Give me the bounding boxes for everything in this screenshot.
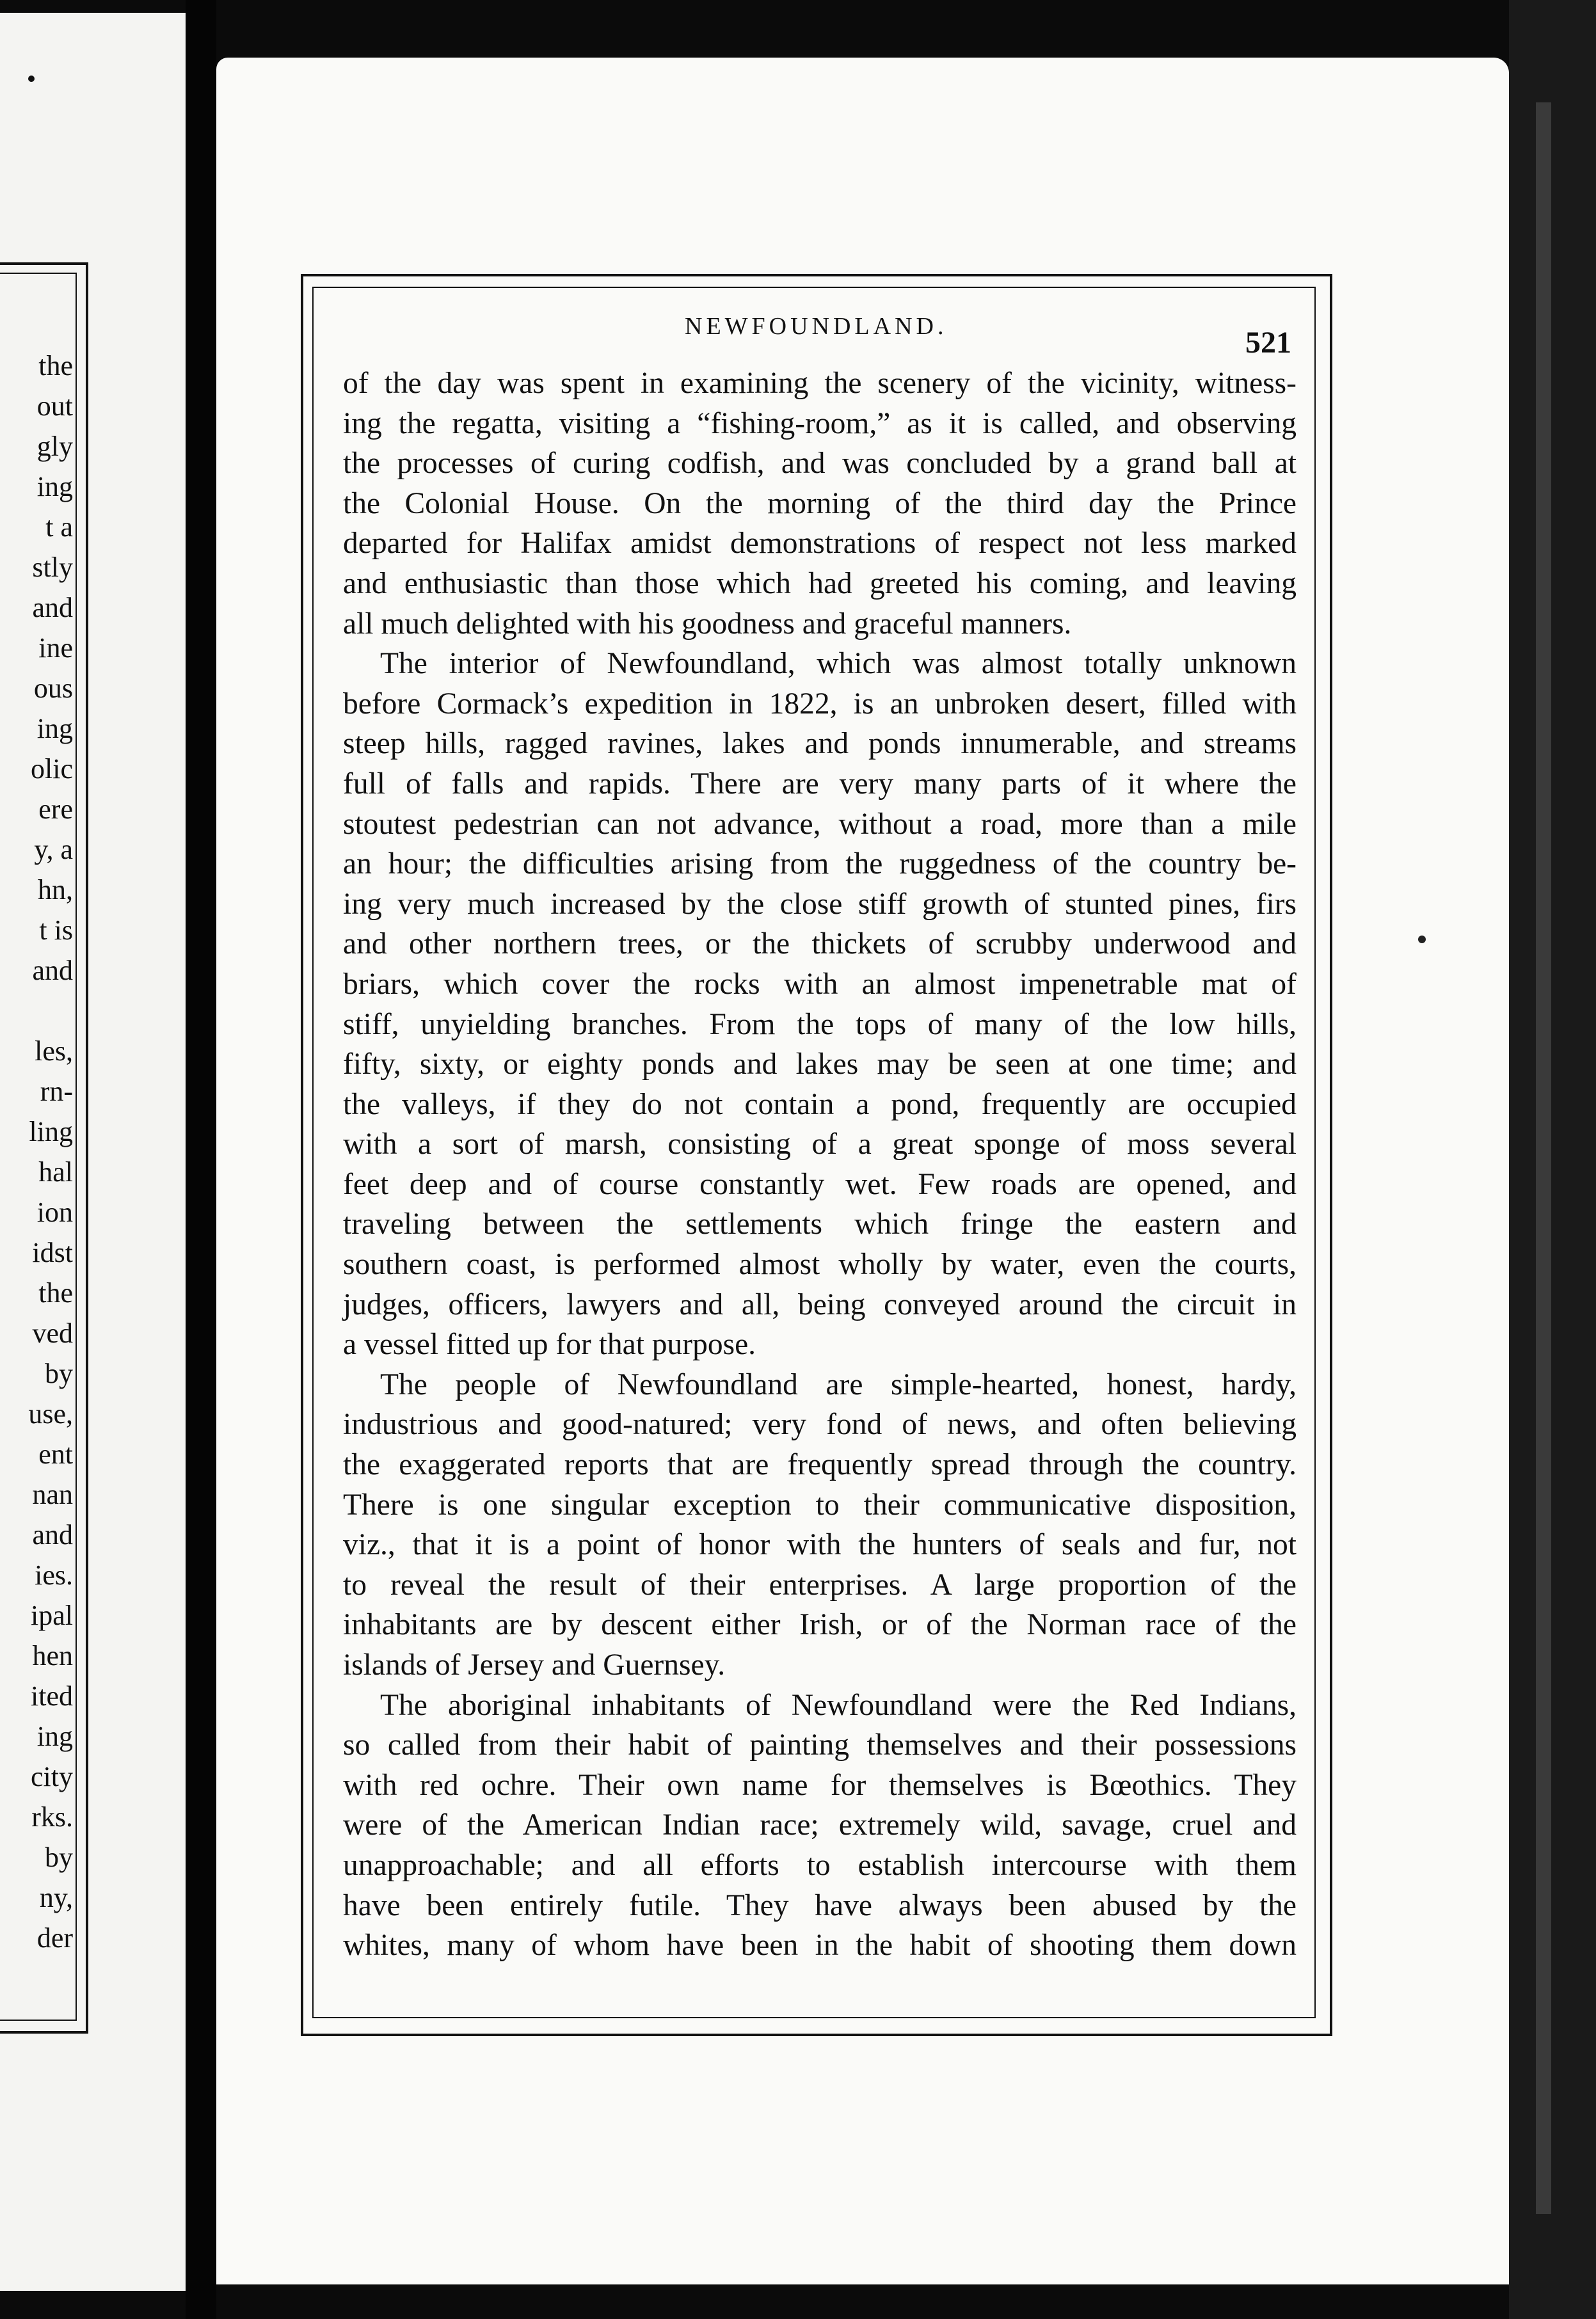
left-page-word: ved [32, 1318, 73, 1349]
left-page-word: ny, [39, 1882, 73, 1913]
text-line: The aboriginal inhabitants of Newfoundland were the Red Indians, [380, 1688, 1297, 1722]
left-page-word: rks. [31, 1801, 73, 1833]
left-page-word: ies. [35, 1559, 73, 1591]
left-page-word: t is [39, 914, 73, 946]
left-page-word: use, [28, 1398, 73, 1430]
left-page-word: nan [32, 1479, 73, 1510]
book-gutter [186, 0, 216, 2319]
text-line: unapproachable; and all efforts to establish intercourse with them [343, 1848, 1297, 1882]
text-line: whites, many of whom have been in the habit of shooting them down [343, 1929, 1297, 1963]
left-page-word: and [32, 955, 73, 986]
left-page-word: ous [33, 673, 73, 704]
book-edge [1509, 0, 1596, 2319]
text-line: ing very much increased by the close stiff growth of stunted pines, firs [343, 887, 1297, 921]
page-number: 521 [1245, 326, 1291, 360]
text-line: the exaggerated reports that are frequently spread through the country. [343, 1448, 1297, 1482]
text-line: The interior of Newfoundland, which was almost totally unknown [380, 647, 1297, 681]
text-line: fifty, sixty, or eighty ponds and lakes may be seen at one time; and [343, 1048, 1297, 1081]
left-page-word: t a [45, 511, 73, 543]
left-page-word: the [38, 1277, 73, 1309]
text-line: islands of Jersey and Guernsey. [343, 1648, 726, 1682]
left-page-word: by [45, 1358, 73, 1389]
page-edges [1536, 102, 1551, 2214]
text-line: the Colonial House. On the morning of the third day the Prince [343, 486, 1297, 520]
text-line: feet deep and of course constantly wet. Few roads are opened, and [343, 1167, 1297, 1201]
left-page-word: ipal [31, 1600, 73, 1631]
text-line: ing the regatta, visiting a “fishing-room,” as it is called, and observing [343, 406, 1297, 440]
text-line: There is one singular exception to their communicative disposition, [343, 1488, 1297, 1522]
text-line: the valleys, if they do not contain a pond, frequently are occupied [343, 1087, 1297, 1121]
text-line: The people of Newfoundland are simple-hearted, honest, hardy, [380, 1367, 1297, 1401]
left-page-text-column [0, 346, 73, 1958]
text-line: full of falls and rapids. There are very many parts of it where the [343, 767, 1297, 801]
left-page-word: ion [36, 1197, 73, 1228]
left-page-word: ine [38, 632, 73, 664]
ink-spot [1418, 936, 1426, 943]
text-line: judges, officers, lawyers and all, being conveyed around the circuit in [343, 1287, 1297, 1321]
left-page-word: stly [32, 552, 73, 583]
text-line: a vessel fitted up for that purpose. [343, 1328, 756, 1362]
text-line: stiff, unyielding branches. From the tops of many of the low hills, [343, 1007, 1297, 1041]
left-page-word: ling [29, 1116, 73, 1147]
text-line: traveling between the settlements which fringe the eastern and [343, 1207, 1297, 1241]
text-line: with a sort of marsh, consisting of a great sponge of moss several [343, 1128, 1297, 1161]
left-page-word: and [32, 1519, 73, 1550]
text-line: have been entirely futile. They have always been abused by the [343, 1888, 1297, 1922]
text-line: of the day was spent in examining the scenery of the vicinity, witness- [343, 367, 1297, 400]
text-line: departed for Halifax amidst demonstrations of respect not less marked [343, 527, 1297, 561]
left-page-word: ing [36, 471, 73, 502]
left-page-word: out [36, 390, 73, 422]
text-line: industrious and good-natured; very fond of news, and often believing [343, 1408, 1297, 1442]
left-page-word: city [31, 1761, 73, 1792]
left-page-word: les, [35, 1035, 73, 1067]
text-line: and enthusiastic than those which had greeted his coming, and leaving [343, 566, 1297, 600]
text-line: to reveal the result of their enterprises. A large proportion of the [343, 1568, 1297, 1602]
text-line: steep hills, ragged ravines, lakes and ponds innumerable, and streams [343, 727, 1297, 761]
left-page-word: idst [32, 1237, 73, 1268]
body-text [343, 363, 1297, 1966]
left-page-word: y, a [34, 834, 73, 865]
left-page-word: ited [31, 1680, 73, 1712]
text-line: all much delighted with his goodness and graceful manners. [343, 607, 1072, 641]
text-line: an hour; the difficulties arising from the ruggedness of the country be- [343, 847, 1297, 881]
left-page-word: ere [38, 793, 73, 825]
text-line: viz., that it is a point of honor with the hunters of seals and fur, not [343, 1528, 1297, 1562]
text-line: with red ochre. Their own name for themselves is Bœothics. They [343, 1768, 1297, 1802]
text-line: were of the American Indian race; extremely wild, savage, cruel and [343, 1808, 1297, 1842]
text-line: stoutest pedestrian can not advance, without a road, more than a mile [343, 807, 1297, 841]
running-head: NEWFOUNDLAND. [685, 313, 948, 340]
text-line: the processes of curing codfish, and was concluded by a grand ball at [343, 447, 1297, 481]
left-page-word: olic [31, 753, 73, 785]
left-page-word [0, 991, 73, 1031]
text-line: inhabitants are by descent either Irish, or of the Norman race of the [343, 1608, 1297, 1642]
text-line: so called from their habit of painting themselves and their possessions [343, 1728, 1297, 1762]
left-page-word: ing [36, 1721, 73, 1752]
text-line: and other northern trees, or the thickets of scrubby underwood and [343, 927, 1297, 961]
text-line: southern coast, is performed almost wholly by water, even the courts, [343, 1248, 1297, 1282]
left-page-word: gly [36, 431, 73, 462]
left-page-word: and [32, 592, 73, 623]
left-page-word: the [38, 350, 73, 381]
left-page-word: ent [38, 1438, 73, 1470]
left-page-word: hal [38, 1156, 73, 1188]
left-page-word: rn- [40, 1076, 73, 1107]
left-page-word: hn, [38, 874, 73, 905]
left-page-word: der [36, 1922, 73, 1954]
text-line: before Cormack’s expedition in 1822, is an unbroken desert, filled with [343, 687, 1297, 721]
left-page-word: by [45, 1842, 73, 1873]
left-page-word: ing [36, 713, 73, 744]
left-page-word: hen [32, 1640, 73, 1671]
text-line: briars, which cover the rocks with an almost impenetrable mat of [343, 967, 1297, 1001]
ink-spot [28, 76, 35, 82]
